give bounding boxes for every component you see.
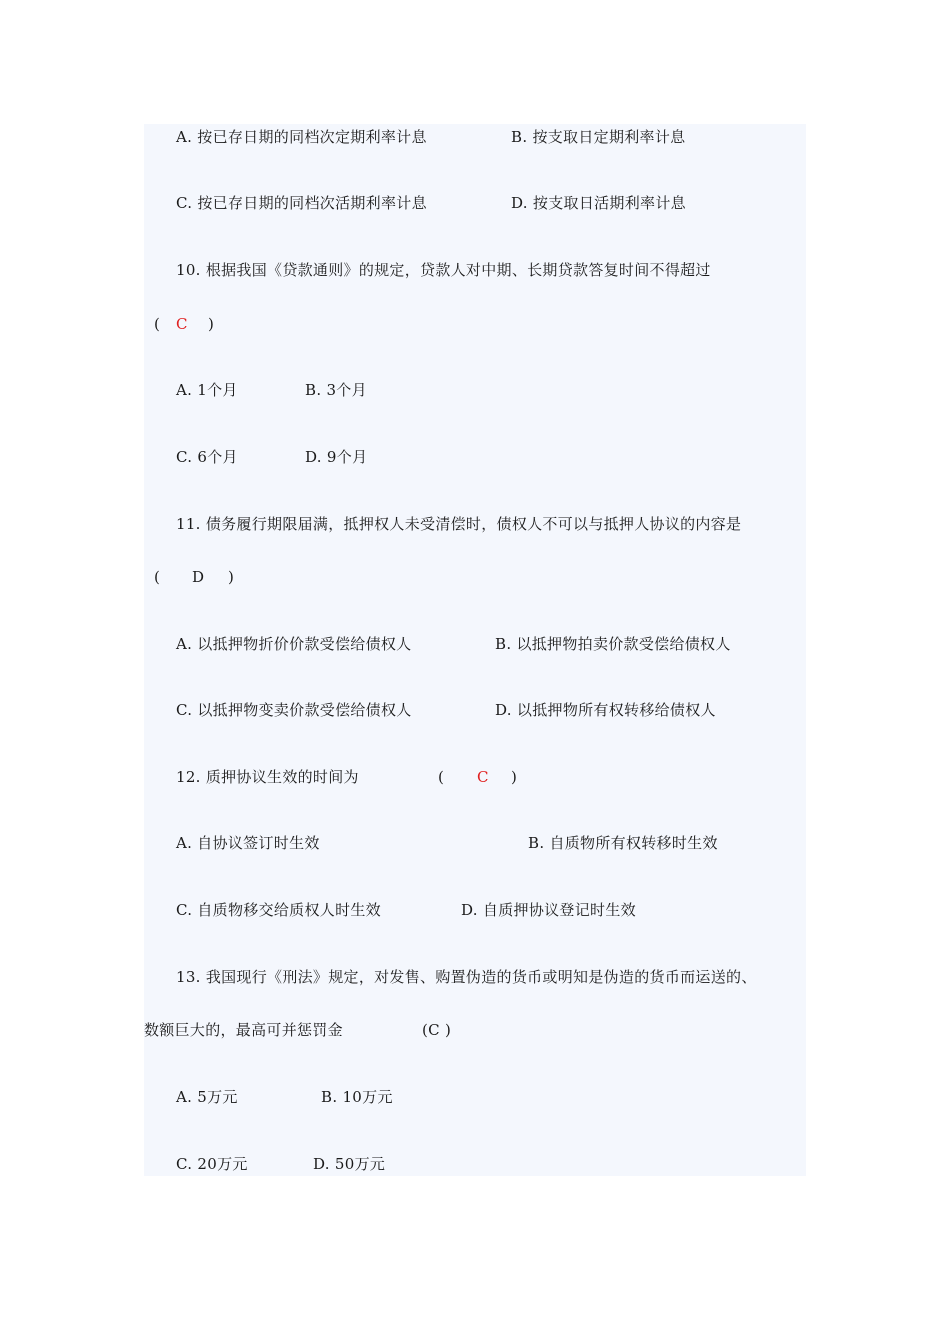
q12-answer: C — [477, 768, 489, 786]
q12-option-d: D. 自质押协议登记时生效 — [461, 901, 636, 919]
q13-answer: (C ) — [422, 1021, 452, 1039]
q13-stem: 13. 我国现行《刑法》规定，对发售、购置伪造的货币或明知是伪造的货币而运送的、 — [176, 968, 757, 986]
q11-option-b: B. 以抵押物拍卖价款受偿给债权人 — [495, 635, 731, 653]
q10-option-a: A. 1个月 — [176, 381, 238, 399]
q13-option-b: B. 10万元 — [321, 1088, 393, 1106]
q13-option-d: D. 50万元 — [313, 1155, 386, 1173]
q12-paren-open: ( — [438, 768, 445, 786]
q9-option-b: B. 按支取日定期利率计息 — [511, 128, 686, 146]
q10-option-b: B. 3个月 — [305, 381, 367, 399]
q12-option-c: C. 自质物移交给质权人时生效 — [176, 901, 381, 919]
q9-option-d: D. 按支取日活期利率计息 — [511, 194, 686, 212]
q11-paren-close: ) — [228, 568, 235, 586]
q9-option-c: C. 按已存日期的同档次活期利率计息 — [176, 194, 427, 212]
q11-option-a: A. 以抵押物折价价款受偿给债权人 — [176, 635, 412, 653]
q10-option-c: C. 6个月 — [176, 448, 238, 466]
q11-paren-open: ( — [154, 568, 161, 586]
q12-paren-close: ) — [511, 768, 518, 786]
q11-option-c: C. 以抵押物变卖价款受偿给债权人 — [176, 701, 412, 719]
q13-option-a: A. 5万元 — [176, 1088, 238, 1106]
q13-option-c: C. 20万元 — [176, 1155, 248, 1173]
q12-option-a: A. 自协议签订时生效 — [176, 834, 320, 852]
q9-option-a: A. 按已存日期的同档次定期利率计息 — [176, 128, 427, 146]
q12-option-b: B. 自质物所有权转移时生效 — [528, 834, 718, 852]
q10-stem: 10. 根据我国《贷款通则》的规定，贷款人对中期、长期贷款答复时间不得超过 — [176, 261, 711, 279]
q10-paren-open: ( — [154, 315, 161, 333]
q12-stem: 12. 质押协议生效的时间为 — [176, 768, 359, 786]
q10-paren-close: ) — [208, 315, 215, 333]
q13-stem-continued: 数额巨大的，最高可并惩罚金 — [144, 1021, 343, 1039]
q11-option-d: D. 以抵押物所有权转移给债权人 — [495, 701, 716, 719]
q11-answer: D — [192, 568, 205, 586]
q10-answer: C — [176, 315, 188, 333]
q11-stem: 11. 债务履行期限届满，抵押权人未受清偿时，债权人不可以与抵押人协议的内容是 — [176, 515, 742, 533]
q10-option-d: D. 9个月 — [305, 448, 368, 466]
